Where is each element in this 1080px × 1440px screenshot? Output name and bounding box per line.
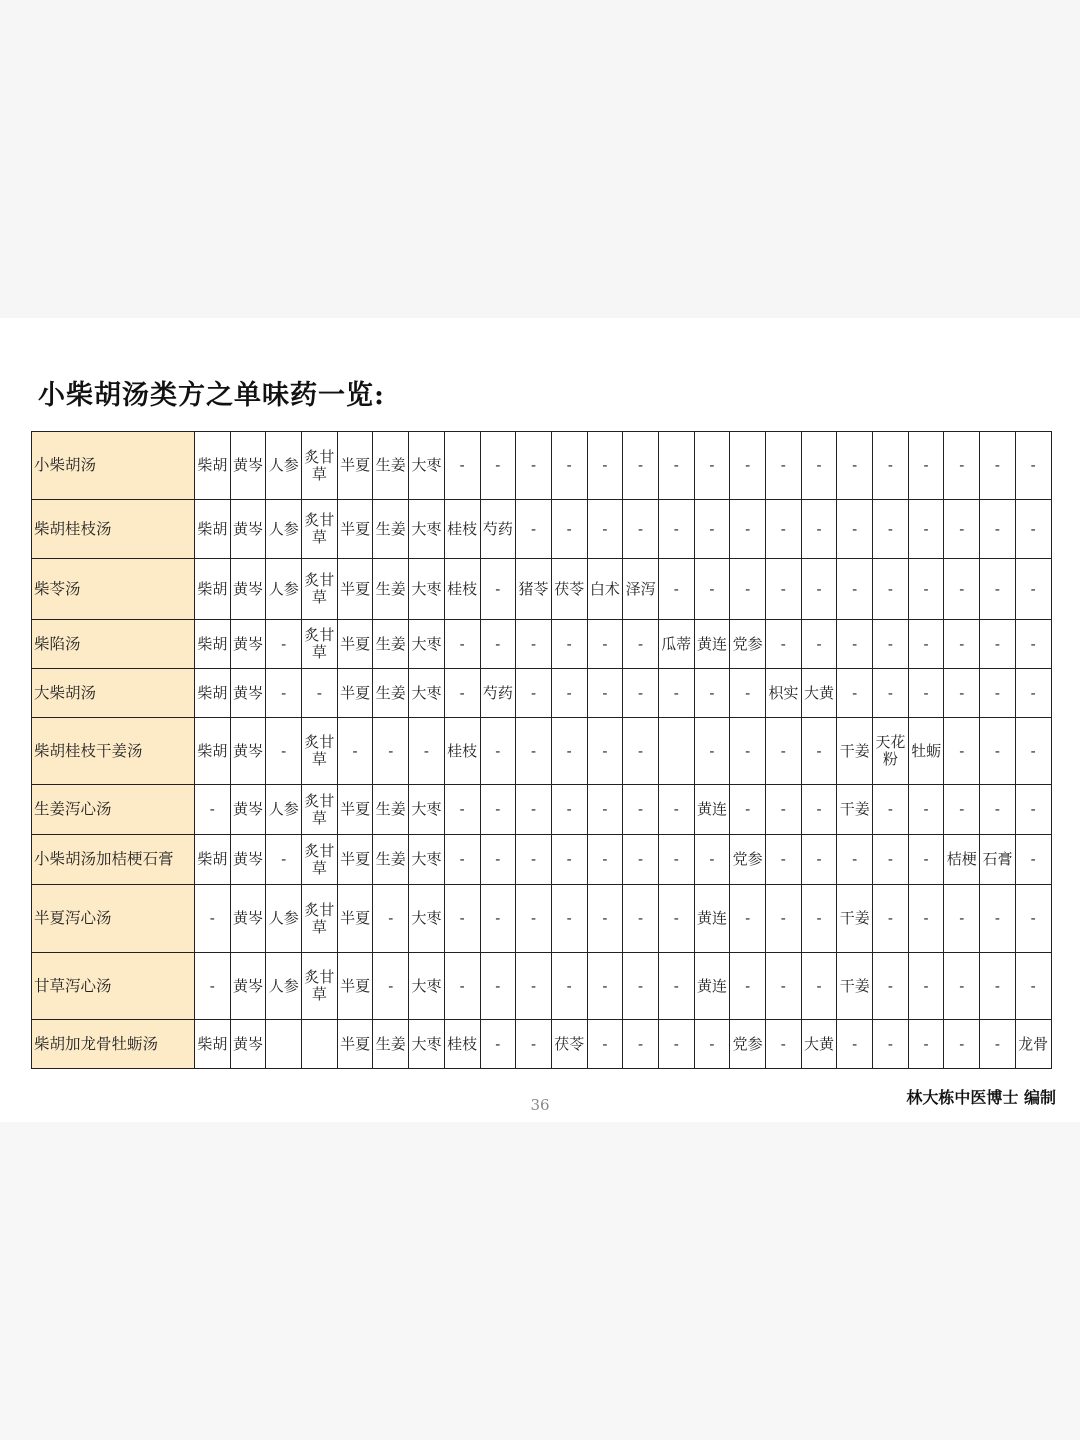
herb-cell: - [873, 620, 909, 669]
herb-cell: 炙甘草 [302, 885, 338, 953]
herb-cell: 大枣 [409, 559, 445, 620]
herb-cell: - [801, 559, 837, 620]
herb-cell: - [1015, 432, 1051, 500]
herb-cell: - [980, 718, 1016, 785]
herb-cell: 茯苓 [551, 559, 587, 620]
herb-cell: - [551, 620, 587, 669]
herb-cell: - [1015, 559, 1051, 620]
herb-cell: - [623, 885, 659, 953]
herb-cell: - [658, 835, 694, 885]
herb-cell: 半夏 [337, 559, 373, 620]
herb-cell: - [516, 718, 552, 785]
herb-cell: - [766, 718, 802, 785]
herb-cell: - [801, 432, 837, 500]
herb-cell: - [694, 432, 730, 500]
herb-cell: - [1015, 500, 1051, 559]
table-row [32, 620, 1052, 669]
herb-cell: - [766, 953, 802, 1020]
formula-name-cell: 甘草泻心汤 [32, 953, 195, 1020]
herb-cell: - [623, 953, 659, 1020]
herb-cell: - [766, 835, 802, 885]
herb-cell: - [694, 1020, 730, 1069]
herb-cell: 炙甘草 [302, 953, 338, 1020]
herb-cell: - [444, 620, 480, 669]
herb-cell: - [944, 559, 980, 620]
herb-cell: - [944, 500, 980, 559]
page-number: 36 [530, 1096, 550, 1114]
herb-cell: 芍药 [480, 669, 516, 718]
herb-cell: - [766, 1020, 802, 1069]
herb-cell: - [658, 953, 694, 1020]
herb-cell: - [444, 953, 480, 1020]
herb-cell: 大枣 [409, 432, 445, 500]
herb-cell: 半夏 [337, 1020, 373, 1069]
herb-cell: 干姜 [837, 785, 873, 835]
herb-cell: - [873, 835, 909, 885]
herb-cell: - [837, 669, 873, 718]
herb-cell: - [944, 620, 980, 669]
herb-cell: 黄连 [694, 620, 730, 669]
herb-cell: 柴胡 [195, 432, 231, 500]
herb-cell: 柴胡 [195, 620, 231, 669]
herb-cell: 人参 [266, 559, 302, 620]
herb-cell: - [444, 432, 480, 500]
herb-cell: 生姜 [373, 785, 409, 835]
herb-cell: - [195, 785, 231, 835]
herb-cell: 猪苓 [516, 559, 552, 620]
herb-cell: 黄岑 [230, 718, 266, 785]
herb-cell: 大枣 [409, 1020, 445, 1069]
herb-cell: - [730, 718, 766, 785]
herb-cell: - [551, 835, 587, 885]
table-row [32, 669, 1052, 718]
herb-cell: 黄岑 [230, 785, 266, 835]
formula-name-cell: 柴胡桂枝汤 [32, 500, 195, 559]
herb-cell: 炙甘草 [302, 620, 338, 669]
herb-cell: - [766, 885, 802, 953]
herb-cell: 黄连 [694, 885, 730, 953]
herb-cell [658, 718, 694, 785]
herb-cell: - [302, 669, 338, 718]
formula-name-cell: 生姜泻心汤 [32, 785, 195, 835]
herb-cell: 炙甘草 [302, 559, 338, 620]
herb-cell: - [373, 718, 409, 785]
herb-cell: - [623, 432, 659, 500]
herb-cell: - [837, 1020, 873, 1069]
herb-cell: - [908, 1020, 944, 1069]
herb-cell: - [551, 500, 587, 559]
herb-cell: - [730, 432, 766, 500]
herb-cell: - [1015, 718, 1051, 785]
herb-cell: - [551, 953, 587, 1020]
herb-table-body [32, 432, 1052, 1069]
herb-cell: - [730, 500, 766, 559]
herb-cell: - [587, 785, 623, 835]
herb-cell: - [516, 885, 552, 953]
herb-cell: - [801, 620, 837, 669]
formula-name-cell: 柴胡桂枝干姜汤 [32, 718, 195, 785]
herb-cell: - [908, 953, 944, 1020]
herb-cell: 桂枝 [444, 718, 480, 785]
page-title: 小柴胡汤类方之单味药一览: [38, 380, 385, 411]
herb-cell: - [766, 785, 802, 835]
herb-cell [266, 1020, 302, 1069]
herb-cell: - [694, 718, 730, 785]
herb-cell: - [980, 885, 1016, 953]
herb-cell: - [587, 500, 623, 559]
herb-cell: - [944, 669, 980, 718]
herb-cell: 人参 [266, 953, 302, 1020]
herb-cell: - [837, 835, 873, 885]
herb-cell: - [801, 718, 837, 785]
table-row [32, 1020, 1052, 1069]
herb-cell: - [873, 669, 909, 718]
herb-cell: - [551, 669, 587, 718]
herb-cell: - [801, 785, 837, 835]
herb-cell: - [837, 620, 873, 669]
herb-cell: - [658, 785, 694, 835]
herb-cell: 半夏 [337, 620, 373, 669]
herb-cell: - [1015, 620, 1051, 669]
herb-cell: - [766, 559, 802, 620]
herb-cell: - [730, 669, 766, 718]
herb-cell: 人参 [266, 785, 302, 835]
formula-name-cell: 半夏泻心汤 [32, 885, 195, 953]
herb-cell: - [516, 835, 552, 885]
herb-cell: - [658, 1020, 694, 1069]
herb-cell: - [409, 718, 445, 785]
herb-cell: - [658, 432, 694, 500]
author-credit: 林大栋中医博士 编制 [906, 1088, 1056, 1107]
herb-cell: 人参 [266, 432, 302, 500]
herb-cell: 半夏 [337, 785, 373, 835]
herb-cell: 柴胡 [195, 559, 231, 620]
herb-cell: - [980, 785, 1016, 835]
herb-cell: 炙甘草 [302, 500, 338, 559]
herb-cell: - [944, 785, 980, 835]
herb-cell: 芍药 [480, 500, 516, 559]
herb-cell: - [873, 559, 909, 620]
formula-name-cell: 柴苓汤 [32, 559, 195, 620]
table-row [32, 953, 1052, 1020]
herb-cell: - [373, 885, 409, 953]
herb-cell: - [444, 835, 480, 885]
herb-cell: - [444, 669, 480, 718]
herb-cell: - [694, 835, 730, 885]
herb-cell: - [587, 620, 623, 669]
table-row [32, 835, 1052, 885]
herb-cell: - [658, 885, 694, 953]
herb-cell: - [551, 785, 587, 835]
herb-cell: 瓜蒂 [658, 620, 694, 669]
herb-cell: - [337, 718, 373, 785]
herb-cell: 桂枝 [444, 500, 480, 559]
herb-cell: - [444, 885, 480, 953]
herb-cell: - [730, 885, 766, 953]
table-row [32, 718, 1052, 785]
herb-cell: 黄岑 [230, 500, 266, 559]
document-page [0, 318, 1080, 1122]
herb-cell: - [908, 432, 944, 500]
herb-cell: 半夏 [337, 885, 373, 953]
herb-cell: - [195, 953, 231, 1020]
herb-cell: 大黄 [801, 669, 837, 718]
herb-cell: - [873, 432, 909, 500]
herb-cell: 干姜 [837, 953, 873, 1020]
herb-cell: - [980, 500, 1016, 559]
formula-name-cell: 小柴胡汤加桔梗石膏 [32, 835, 195, 885]
herb-cell: 龙骨 [1015, 1020, 1051, 1069]
herb-cell: - [480, 559, 516, 620]
herb-cell: - [480, 620, 516, 669]
herb-cell: 柴胡 [195, 500, 231, 559]
herb-cell: 生姜 [373, 559, 409, 620]
herb-cell: 大枣 [409, 669, 445, 718]
herb-cell: 大枣 [409, 500, 445, 559]
herb-cell: 黄岑 [230, 432, 266, 500]
herb-cell: 黄岑 [230, 835, 266, 885]
herb-cell: 柴胡 [195, 669, 231, 718]
herb-cell: - [944, 432, 980, 500]
herb-cell: - [551, 432, 587, 500]
herb-cell: 桔梗 [944, 835, 980, 885]
herb-cell: - [444, 785, 480, 835]
herb-cell: - [873, 1020, 909, 1069]
herb-cell: - [373, 953, 409, 1020]
herb-cell: 牡蛎 [908, 718, 944, 785]
herb-cell: - [551, 718, 587, 785]
herb-cell: 干姜 [837, 885, 873, 953]
herb-cell: - [730, 953, 766, 1020]
herb-cell: - [801, 953, 837, 1020]
herb-cell: 柴胡 [195, 1020, 231, 1069]
herb-cell: 桂枝 [444, 1020, 480, 1069]
herb-cell: - [730, 785, 766, 835]
herb-cell: 炙甘草 [302, 718, 338, 785]
herb-cell: - [480, 718, 516, 785]
herb-cell: 黄岑 [230, 885, 266, 953]
herb-cell: - [873, 785, 909, 835]
herb-cell: - [516, 1020, 552, 1069]
herb-cell: - [587, 1020, 623, 1069]
herb-cell: - [551, 885, 587, 953]
herb-cell: - [837, 559, 873, 620]
herb-cell: - [1015, 885, 1051, 953]
herb-cell: 大枣 [409, 835, 445, 885]
herb-cell: - [623, 718, 659, 785]
herb-cell: 大枣 [409, 953, 445, 1020]
herb-cell: - [266, 718, 302, 785]
herb-cell: - [587, 669, 623, 718]
herb-cell: 黄岑 [230, 1020, 266, 1069]
herb-cell: - [944, 885, 980, 953]
herb-cell: - [516, 953, 552, 1020]
herb-cell: 黄连 [694, 785, 730, 835]
herb-cell: - [623, 500, 659, 559]
herb-cell: 生姜 [373, 669, 409, 718]
herb-cell: - [587, 835, 623, 885]
herb-cell: - [730, 559, 766, 620]
herb-cell: - [694, 559, 730, 620]
herb-cell: 黄连 [694, 953, 730, 1020]
top-margin-band [0, 0, 1080, 318]
formula-name-cell: 柴陷汤 [32, 620, 195, 669]
herb-cell: 半夏 [337, 835, 373, 885]
formula-name-cell: 大柴胡汤 [32, 669, 195, 718]
herb-cell: - [266, 835, 302, 885]
herb-cell: - [1015, 669, 1051, 718]
herb-cell: - [908, 669, 944, 718]
herb-cell: - [908, 559, 944, 620]
formula-name-cell: 小柴胡汤 [32, 432, 195, 500]
herb-cell [302, 1020, 338, 1069]
herb-cell: - [801, 835, 837, 885]
herb-cell: 党参 [730, 835, 766, 885]
herb-cell: - [908, 885, 944, 953]
herb-cell: - [480, 885, 516, 953]
herb-cell: - [195, 885, 231, 953]
herb-cell: 炙甘草 [302, 432, 338, 500]
herb-cell: - [837, 500, 873, 559]
herb-cell: 泽泻 [623, 559, 659, 620]
herb-cell: - [1015, 953, 1051, 1020]
herb-cell: 柴胡 [195, 835, 231, 885]
herb-cell: 大枣 [409, 785, 445, 835]
herb-cell: - [766, 500, 802, 559]
herb-cell: - [658, 500, 694, 559]
herb-cell: - [266, 669, 302, 718]
herb-cell: 半夏 [337, 953, 373, 1020]
herb-cell: 生姜 [373, 620, 409, 669]
herb-cell: - [908, 500, 944, 559]
herb-cell: - [516, 432, 552, 500]
herb-cell: 生姜 [373, 432, 409, 500]
herb-cell: 石膏 [980, 835, 1016, 885]
herb-cell: - [766, 432, 802, 500]
herb-cell: - [801, 500, 837, 559]
herb-cell: 半夏 [337, 432, 373, 500]
herb-cell: - [623, 620, 659, 669]
herb-cell: 黄岑 [230, 620, 266, 669]
herb-cell: - [980, 432, 1016, 500]
herb-cell: - [266, 620, 302, 669]
herb-cell: - [516, 669, 552, 718]
table-row [32, 885, 1052, 953]
table-row [32, 500, 1052, 559]
herb-cell: 黄岑 [230, 669, 266, 718]
herb-cell: - [480, 953, 516, 1020]
herb-cell: 人参 [266, 500, 302, 559]
herb-cell: 大枣 [409, 885, 445, 953]
herb-cell: - [980, 669, 1016, 718]
herb-cell: - [908, 835, 944, 885]
herb-cell: - [480, 835, 516, 885]
herb-cell: 黄岑 [230, 559, 266, 620]
table-row [32, 785, 1052, 835]
herb-cell: 生姜 [373, 835, 409, 885]
herb-cell: - [587, 718, 623, 785]
herb-cell: - [480, 432, 516, 500]
herb-cell: - [980, 953, 1016, 1020]
herb-cell: - [480, 785, 516, 835]
herb-cell: - [623, 785, 659, 835]
herb-cell: 大枣 [409, 620, 445, 669]
herb-cell: - [516, 620, 552, 669]
herb-cell: - [980, 1020, 1016, 1069]
herb-cell: - [658, 669, 694, 718]
herb-cell: 天花粉 [873, 718, 909, 785]
herb-cell: - [587, 953, 623, 1020]
herb-cell: - [516, 785, 552, 835]
herb-cell: 炙甘草 [302, 835, 338, 885]
herb-cell: 柴胡 [195, 718, 231, 785]
herb-cell: - [801, 885, 837, 953]
herb-cell: - [873, 500, 909, 559]
herb-cell: - [766, 620, 802, 669]
herb-cell: - [1015, 835, 1051, 885]
herb-cell: - [873, 885, 909, 953]
herb-cell: - [944, 1020, 980, 1069]
herb-cell: 茯苓 [551, 1020, 587, 1069]
herb-cell: 生姜 [373, 1020, 409, 1069]
herb-cell: 炙甘草 [302, 785, 338, 835]
herb-cell: - [873, 953, 909, 1020]
herb-cell: 半夏 [337, 500, 373, 559]
herb-cell: - [694, 500, 730, 559]
herb-cell: - [623, 669, 659, 718]
herb-cell: 半夏 [337, 669, 373, 718]
herb-cell: - [908, 785, 944, 835]
herb-cell: - [980, 559, 1016, 620]
herb-cell: - [480, 1020, 516, 1069]
herb-cell: 桂枝 [444, 559, 480, 620]
herb-cell: 白术 [587, 559, 623, 620]
herb-cell: - [980, 620, 1016, 669]
herb-cell: - [587, 432, 623, 500]
herb-cell: 枳实 [766, 669, 802, 718]
herb-cell: - [908, 620, 944, 669]
herb-cell: - [623, 835, 659, 885]
herb-cell: - [587, 885, 623, 953]
herb-cell: - [1015, 785, 1051, 835]
herb-cell: - [623, 1020, 659, 1069]
bottom-margin-band [0, 1122, 1080, 1440]
herb-cell: 大黄 [801, 1020, 837, 1069]
table-row [32, 432, 1052, 500]
herb-cell: - [837, 432, 873, 500]
table-row [32, 559, 1052, 620]
herb-cell: - [658, 559, 694, 620]
herb-cell: - [944, 718, 980, 785]
herb-cell: 党参 [730, 620, 766, 669]
herb-cell: - [694, 669, 730, 718]
formula-name-cell: 柴胡加龙骨牡蛎汤 [32, 1020, 195, 1069]
herb-cell: - [516, 500, 552, 559]
herb-cell: 党参 [730, 1020, 766, 1069]
herb-cell: 人参 [266, 885, 302, 953]
herb-cell: - [944, 953, 980, 1020]
herb-table [31, 431, 1052, 1069]
herb-cell: 干姜 [837, 718, 873, 785]
herb-cell: 生姜 [373, 500, 409, 559]
herb-cell: 黄岑 [230, 953, 266, 1020]
